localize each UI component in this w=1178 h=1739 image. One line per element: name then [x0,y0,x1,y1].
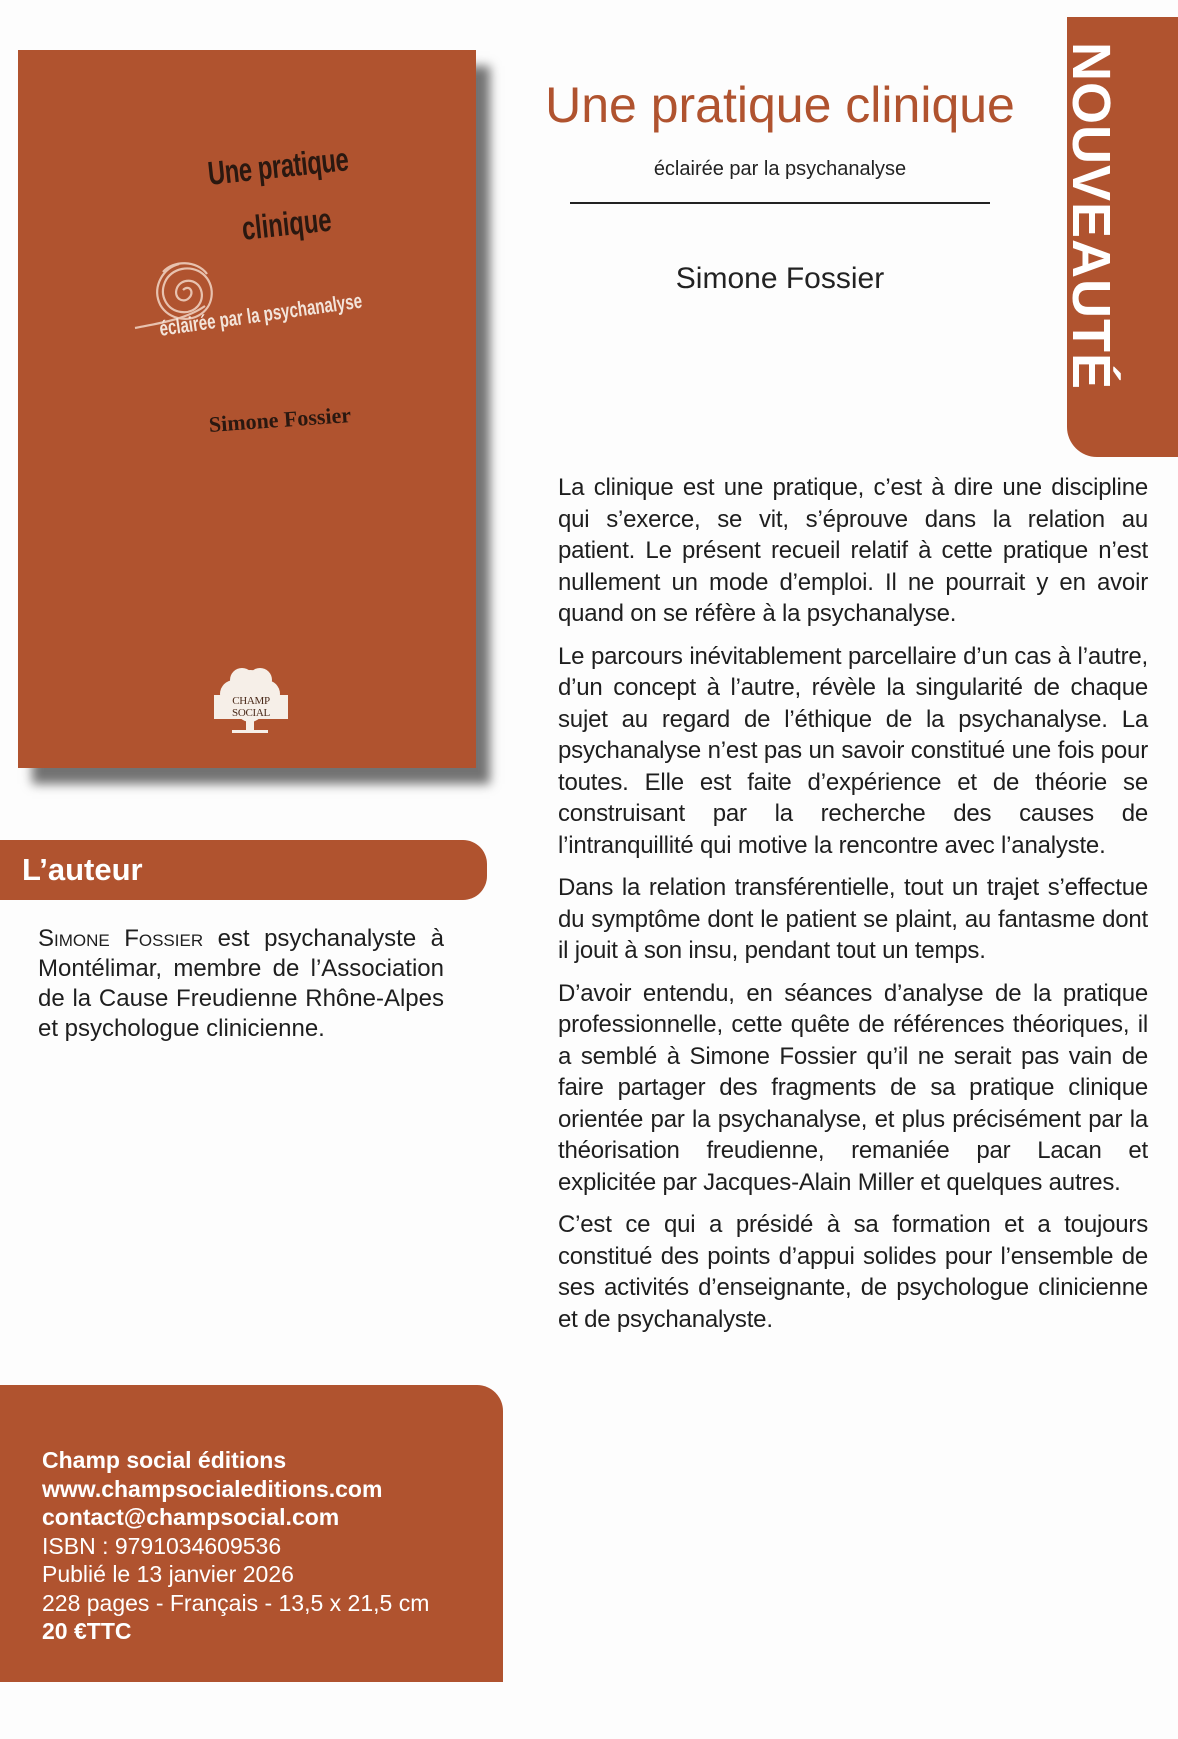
book-details: 228 pages - Français - 13,5 x 21,5 cm [42,1589,430,1616]
auteur-bio-name: Simone Fossier [38,925,204,952]
publisher-logo-text: CHAMP SOCIAL [214,695,288,719]
publisher-info [42,1446,492,1646]
book-cover-front [18,50,476,768]
author-name: Simone Fossier [675,262,885,295]
auteur-bio-text: est psychanalyste à Montélimar, membre de l’Association de la Cause Freudienne Rhône-Alpes et psychologue clinicienne. [38,925,444,1042]
cover-title-line2: clinique [240,200,334,247]
publisher-email-link[interactable]: contact@champsocial.com [42,1504,340,1530]
cover-author: Simone Fossier [208,402,352,437]
nouveaute-badge-text: NOUVEAUTÉ [1061,42,1121,391]
description-paragraph: D’avoir entendu, en séances d’analyse de la pratique professionnelle, cette quête de références théoriques, il a semblé à Simone Fossier qu’il ne serait pas vain de faire partager des fragments de sa pratique clinique orientée par la psychanalyse, et plus précisément par la théorisation freudienne, remaniée par Lacan et explicitée par Jacques-Alain Miller et quelques autres. [558,979,1148,1196]
publisher-website-link[interactable]: www.champsocialeditions.com [42,1475,383,1502]
cover-subtitle: éclairée par la psychanalyse [158,289,364,341]
description-paragraph: La clinique est une pratique, c’est à dire une discipline qui s’exerce, se vit, s’éprouve dans la relation au patient. Le présent recueil relatif à cette pratique n’est nullement un mode d’emploi. Il ne pourrait y en avoir quand on se réfère à la psychanalyse. [558,474,1148,627]
page-title: Une pratique clinique [545,77,1015,133]
description-paragraph: Le parcours inévitablement parcellaire d’un cas à l’autre, d’un concept à l’autre, révèle la singularité de chaque sujet au regard de l’éthique de la psychanalyse. La psychanalyse n’est pas un savoir constitué une fois pour toutes. Elle est faite d’expérience et de théorie se construisant par la recherche des causes de l’intranquillité qui motive la rencontre avec l’analyste. [558,642,1148,859]
book-cover [18,50,498,794]
price: 20 €TTC [42,1618,132,1644]
publication-date: Publié le 13 janvier 2026 [42,1561,294,1587]
description [558,472,1148,1346]
description-paragraph: C’est ce qui a présidé à sa formation et a toujours constitué des points d’appui solides pour l’ensemble de ses activités d’enseignante, de psychologue clinicienne et de psychanalyste. [558,1211,1148,1333]
auteur-bio [38,924,444,1044]
title-divider [570,202,990,204]
publisher-name: Champ social éditions [42,1447,287,1473]
auteur-heading: L’auteur [22,852,143,887]
cover-title-line1: Une pratique [206,140,351,192]
isbn: ISBN : 9791034609536 [42,1532,282,1559]
description-paragraph: Dans la relation transférentielle, tout un trajet s’effectue du symptôme dont le patient se plaint, au fantasme dont il jouit à son insu, pendant tout un temps. [558,874,1148,964]
page-subtitle: éclairée par la psychanalyse [653,158,907,180]
